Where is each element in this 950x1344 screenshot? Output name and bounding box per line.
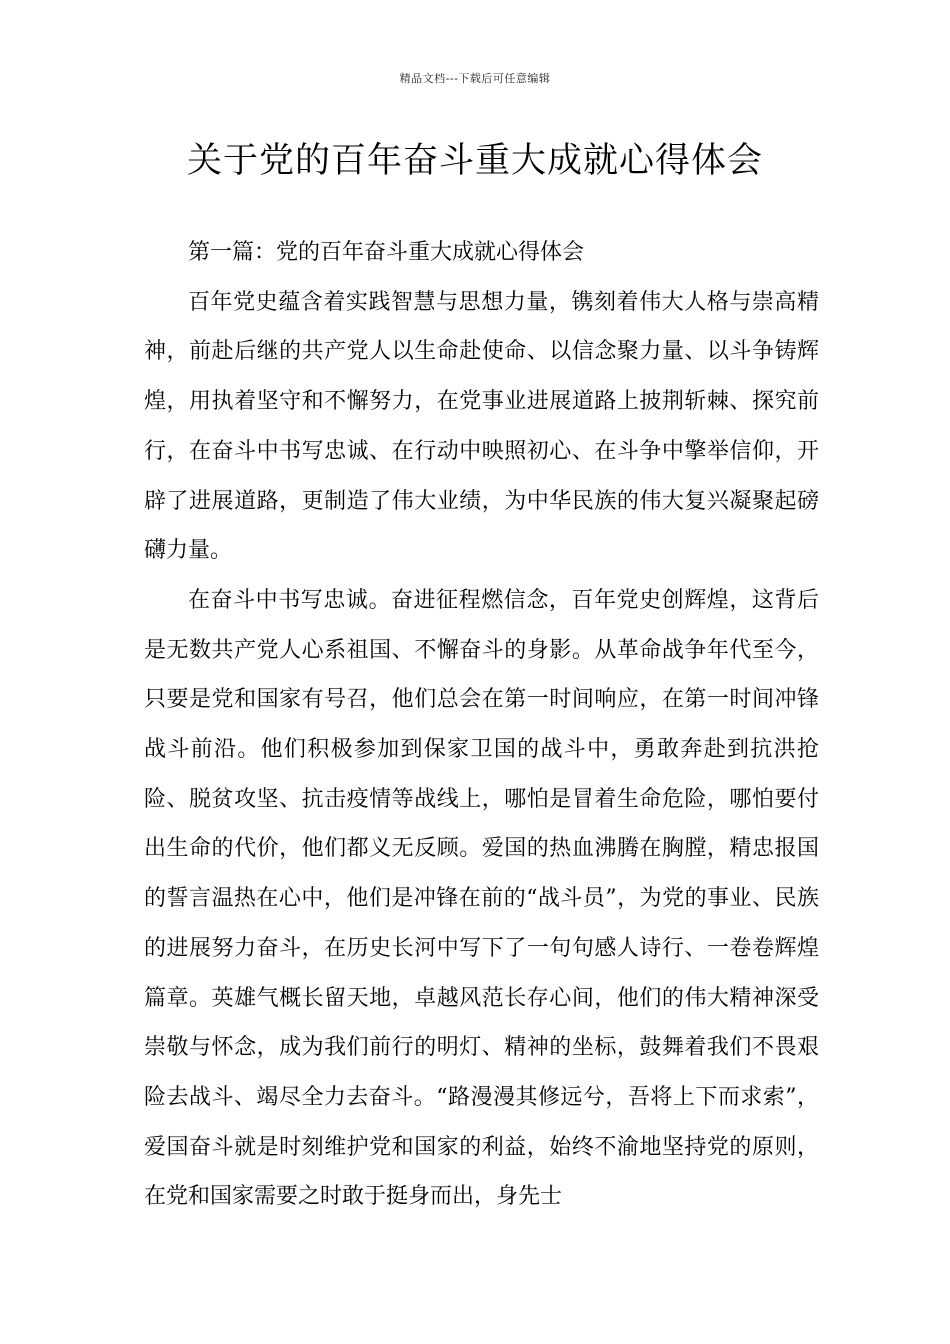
section-heading: 第一篇：党的百年奋斗重大成就心得体会 (188, 240, 585, 265)
paragraph-loyalty: 在奋斗中书写忠诚。奋进征程燃信念，百年党史创辉煌，这背后是无数共产党人心系祖国、不懈奋斗的身影。从革命战争年代至今，只要是党和国家有号召，他们总会在第一时间响应，在第一时间冲锋战斗前沿。他们积极参加到保家卫国的战斗中，勇敢奔赴到抗洪抢险、脱贫攻坚、抗击疫情等战线上，哪怕是冒着生命危险，哪怕要付出生命的代价，他们都义无反顾。爱国的热血沸腾在胸膛，精忠报国的誓言温热在心中，他们是冲锋在前的“战斗员”，为党的事业、民族的进展努力奋斗，在历史长河中写下了一句句感人诗行、一卷卷辉煌篇章。英雄气概长留天地，卓越风范长存心间，他们的伟大精神深受崇敬与怀念，成为我们前行的明灯、精神的坐标，鼓舞着我们不畏艰险去战斗、竭尽全力去奋斗。“路漫漫其修远兮，吾将上下而求索”，爱国奋斗就是时刻维护党和国家的利益，始终不渝地坚持党的原则，在党和国家需要之时敢于挺身而出，身先士 (144, 587, 819, 1210)
paragraph-intro: 百年党史蕴含着实践智慧与思想力量，镌刻着伟大人格与崇高精神，前赴后继的共产党人以生命赴使命、以信念聚力量、以斗争铸辉煌，用执着坚守和不懈努力，在党事业进展道路上披荆斩棘、探究前行，在奋斗中书写忠诚、在行动中映照初心、在斗争中擎举信仰，开辟了进展道路，更制造了伟大业绩，为中华民族的伟大复兴凝聚起磅礴力量。 (144, 289, 819, 564)
document-title: 关于党的百年奋斗重大成就心得体会 (186, 141, 763, 181)
document-body (144, 228, 819, 1222)
header-note: 精品文档---下载后可任意编辑 (399, 72, 551, 85)
